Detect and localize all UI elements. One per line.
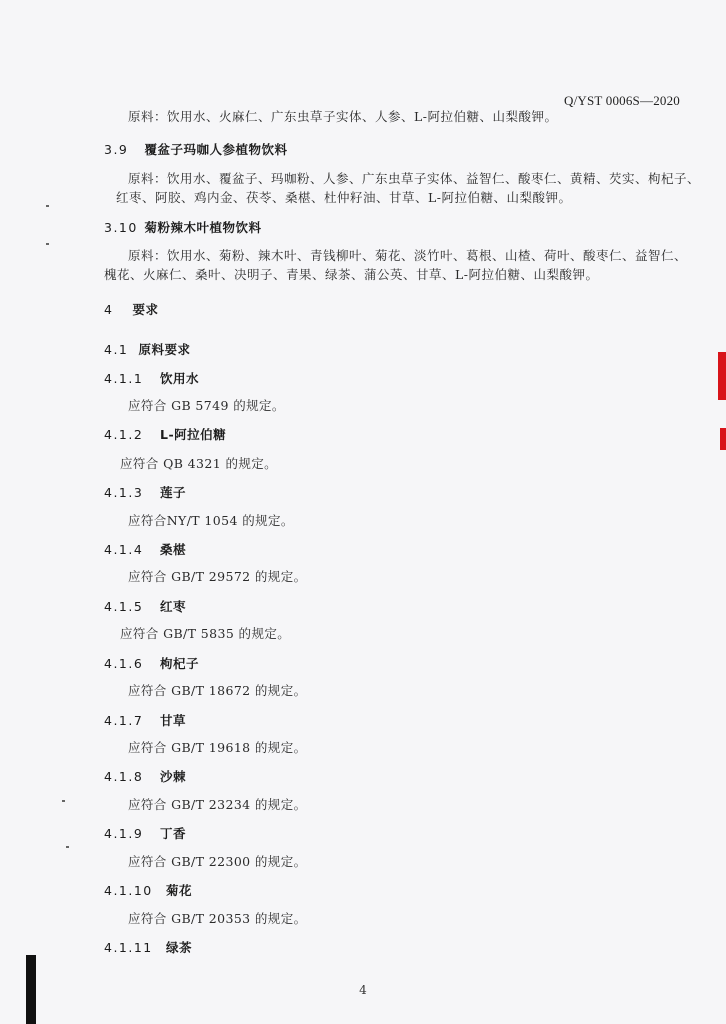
red-seal-mark [720, 428, 726, 450]
req-number: 4.1.1 [104, 371, 144, 386]
section-number: 4 [104, 302, 114, 317]
page-number: 4 [359, 983, 367, 997]
req-4-1-2-heading [104, 425, 226, 443]
req-4-1-3-heading [104, 483, 186, 501]
req-title: 桑椹 [160, 542, 187, 557]
req-4-1-1-text: 应符合 GB 5749 的规定。 [128, 398, 285, 413]
section-3-10-line2: 槐花、火麻仁、桑叶、决明子、青果、绿茶、蒲公英、甘草、L-阿拉伯糖、山梨酸钾。 [104, 267, 599, 282]
section-3-10-heading [104, 218, 262, 236]
req-4-1-11-heading [104, 938, 192, 956]
section-3-9-line1: 原料：饮用水、覆盆子、玛咖粉、人参、广东虫草子实体、益智仁、酸枣仁、黄精、芡实、枸杞子、 [128, 171, 701, 186]
req-title: 红枣 [160, 599, 187, 614]
req-4-1-7-text: 应符合 GB/T 19618 的规定。 [128, 740, 307, 755]
req-4-1-4-text: 应符合 GB/T 29572 的规定。 [128, 569, 307, 584]
req-number: 4.1.11 [104, 940, 153, 955]
intro-ingredients-line: 原料：饮用水、火麻仁、广东虫草子实体、人参、L-阿拉伯糖、山梨酸钾。 [128, 109, 558, 124]
req-4-1-5-text: 应符合 GB/T 5835 的规定。 [120, 626, 291, 641]
section-title: 要求 [132, 302, 159, 317]
req-number: 4.1.3 [104, 485, 144, 500]
req-title: 沙棘 [160, 769, 187, 784]
scan-speck [66, 846, 69, 848]
req-title: 甘草 [160, 713, 187, 728]
section-number: 3.9 [104, 142, 129, 157]
req-title: 绿茶 [166, 940, 193, 955]
req-number: 4.1.4 [104, 542, 144, 557]
req-number: 4.1.6 [104, 656, 144, 671]
req-title: 莲子 [160, 485, 187, 500]
document-code: Q/YST 0006S—2020 [563, 93, 680, 108]
req-title: 丁香 [160, 826, 187, 841]
scan-speck [46, 243, 49, 245]
req-4-1-6-heading [104, 654, 199, 672]
section-3-9-line2: 红枣、阿胶、鸡内金、茯苓、桑椹、杜仲籽油、甘草、L-阿拉伯糖、山梨酸钾。 [116, 190, 572, 205]
req-4-1-1-heading [104, 369, 199, 387]
section-title: 菊粉辣木叶植物饮料 [144, 220, 262, 235]
req-number: 4.1.8 [104, 769, 144, 784]
req-4-1-10-text: 应符合 GB/T 20353 的规定。 [128, 911, 307, 926]
req-4-1-7-heading [104, 711, 186, 729]
scan-edge-bar [26, 955, 36, 1024]
req-number: 4.1.7 [104, 713, 144, 728]
req-number: 4.1.10 [104, 883, 153, 898]
req-title: 饮用水 [160, 371, 200, 386]
red-seal-mark [718, 352, 726, 400]
req-title: 枸杞子 [160, 656, 200, 671]
req-4-1-6-text: 应符合 GB/T 18672 的规定。 [128, 683, 307, 698]
section-3-9-heading [104, 140, 288, 158]
req-4-1-3-text: 应符合NY/T 1054 的规定。 [128, 513, 294, 528]
req-4-1-2-text: 应符合 QB 4321 的规定。 [120, 456, 278, 471]
section-number: 3.10 [104, 220, 138, 235]
req-title: 菊花 [166, 883, 193, 898]
section-3-10-line1: 原料：饮用水、菊粉、辣木叶、青钱柳叶、菊花、淡竹叶、葛根、山楂、荷叶、酸枣仁、益智仁、 [128, 248, 688, 263]
section-title: 原料要求 [138, 342, 191, 357]
req-title: L-阿拉伯糖 [160, 427, 227, 442]
req-4-1-9-heading [104, 824, 186, 842]
req-number: 4.1.2 [104, 427, 144, 442]
scan-speck [46, 205, 49, 207]
req-4-1-8-text: 应符合 GB/T 23234 的规定。 [128, 797, 307, 812]
section-4-heading [104, 300, 159, 318]
req-4-1-9-text: 应符合 GB/T 22300 的规定。 [128, 854, 307, 869]
section-number: 4.1 [104, 342, 129, 357]
req-4-1-4-heading [104, 540, 186, 558]
section-title: 覆盆子玛咖人参植物饮料 [144, 142, 288, 157]
req-number: 4.1.5 [104, 599, 144, 614]
scan-speck [62, 800, 65, 802]
req-4-1-8-heading [104, 767, 186, 785]
req-number: 4.1.9 [104, 826, 144, 841]
req-4-1-10-heading [104, 881, 192, 899]
section-4-1-heading [104, 340, 191, 358]
req-4-1-5-heading [104, 597, 186, 615]
